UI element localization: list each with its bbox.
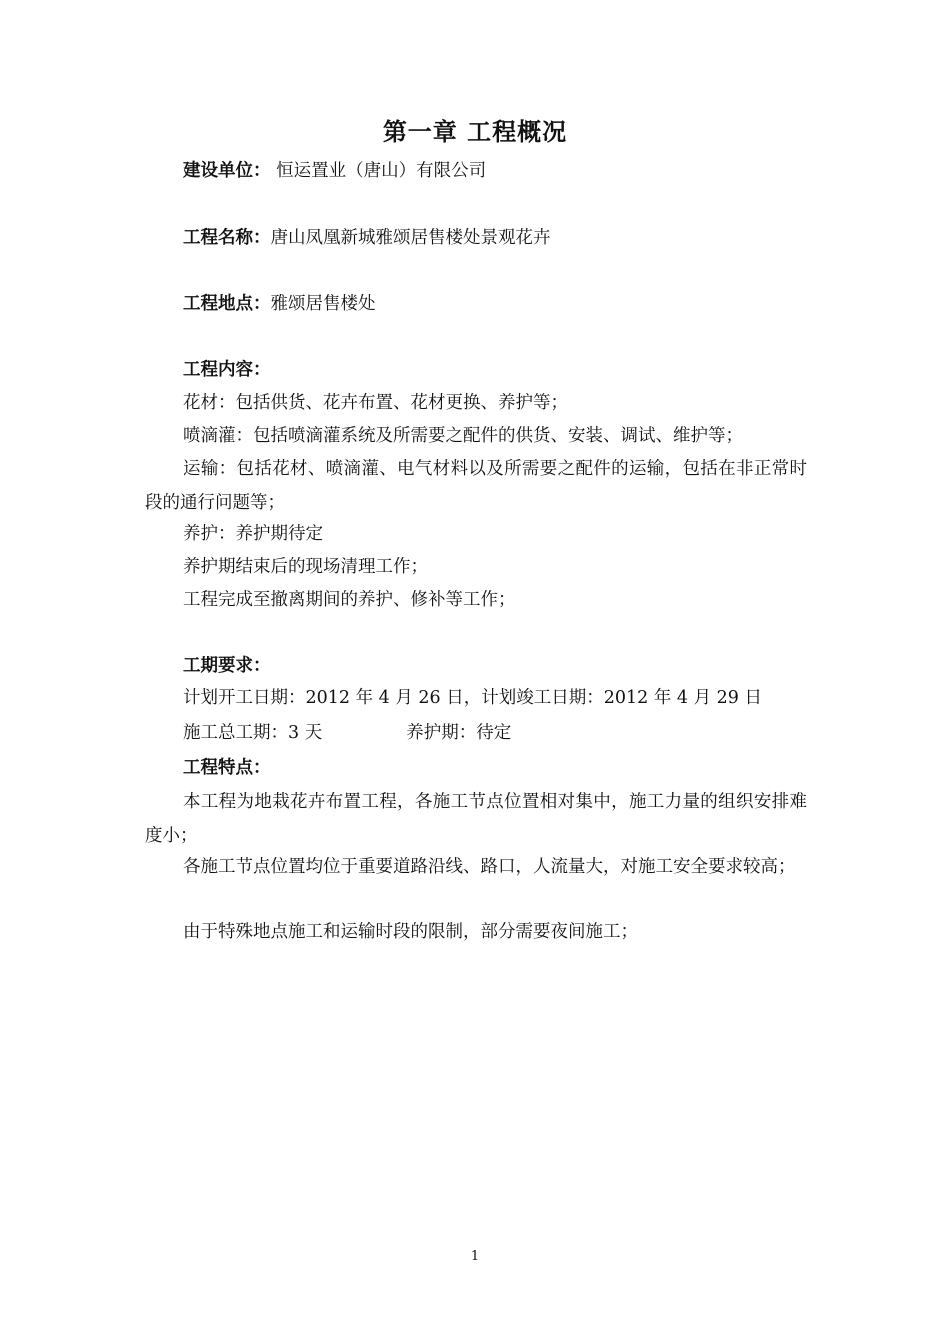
chapter-title: 第一章 工程概况 xyxy=(382,117,568,146)
page-number: 1 xyxy=(470,1249,480,1264)
schedule-heading: 工期要求： xyxy=(183,656,271,676)
content-repair: 工程完成至撤离期间的养护、修补等工作； xyxy=(183,590,516,610)
content-flowers: 花材：包括供货、花卉布置、花材更换、养护等； xyxy=(183,393,568,413)
project-name-value: 唐山凤凰新城雅颂居售楼处景观花卉 xyxy=(270,228,551,248)
features-heading: 工程特点： xyxy=(183,758,271,778)
feature-item-2: 各施工节点位置均位于重要道路沿线、路口，人流量大，对施工安全要求较高； xyxy=(183,857,796,877)
content-transport: 运输：包括花材、喷滴灌、电气材料以及所需要之配件的运输，包括在非正常时段的通行问题等； xyxy=(145,459,807,513)
schedule-duration: 施工总工期：3 天 xyxy=(183,723,323,743)
construction-unit-value: 恒运置业（唐山）有限公司 xyxy=(276,161,487,181)
schedule-duration-line xyxy=(183,721,511,745)
project-location-value: 雅颂居售楼处 xyxy=(270,294,376,314)
feature-item-1: 本工程为地栽花卉布置工程，各施工节点位置相对集中，施工力量的组织安排难度小； xyxy=(145,792,807,846)
construction-unit-label: 建设单位： xyxy=(183,161,271,181)
project-location-line xyxy=(183,292,376,316)
project-location-label: 工程地点： xyxy=(183,294,271,314)
feature-item-3: 由于特殊地点施工和运输时段的限制，部分需要夜间施工； xyxy=(183,922,638,942)
project-name-line xyxy=(183,226,551,250)
construction-unit-line xyxy=(183,159,486,183)
content-maintenance: 养护：养护期待定 xyxy=(183,524,323,544)
schedule-dates: 计划开工日期：2012 年 4 月 26 日，计划竣工日期：2012 年 4 月 29 日 xyxy=(183,688,763,708)
content-drip-irrigation: 喷滴灌：包括喷滴灌系统及所需要之配件的供货、安装、调试、维护等； xyxy=(183,426,743,446)
schedule-maintenance-period: 养护期：待定 xyxy=(406,723,512,743)
project-content-heading: 工程内容： xyxy=(183,360,271,380)
content-cleanup: 养护期结束后的现场清理工作； xyxy=(183,557,428,577)
project-name-label: 工程名称： xyxy=(183,228,271,248)
